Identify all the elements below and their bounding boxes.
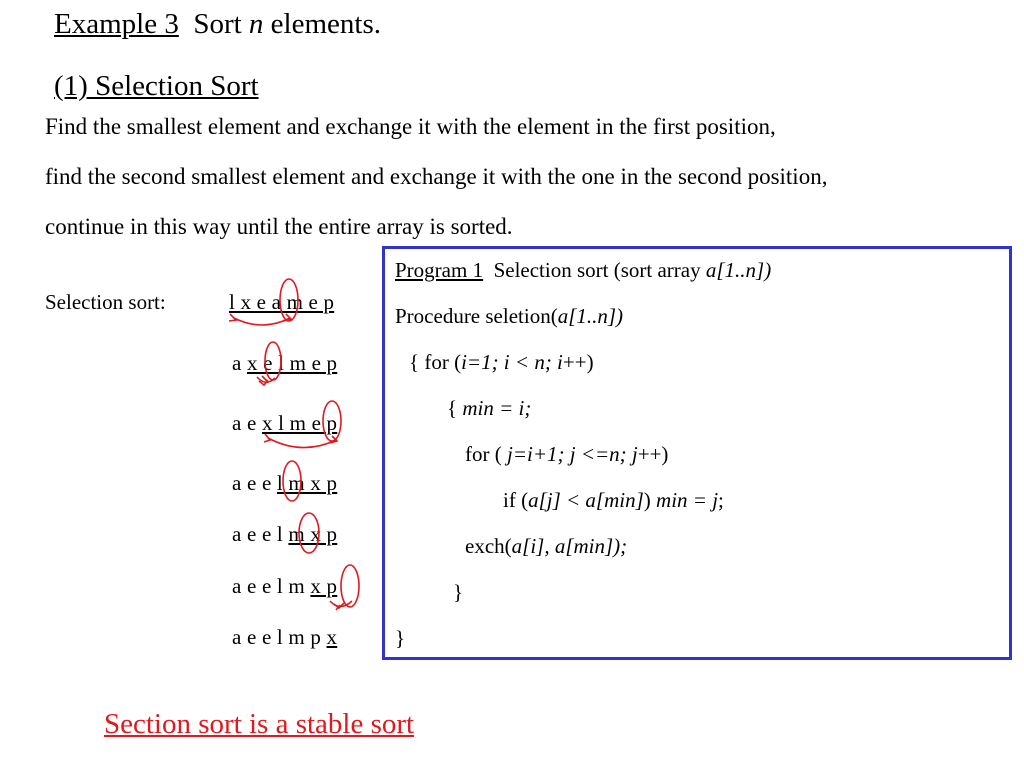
program-title-array: a[1..n]) [705, 258, 772, 282]
for-inner-line [465, 442, 668, 467]
trace-row-2-unsorted: x e l m e p [246, 351, 338, 375]
trace-row-6-sorted: a e e l m [232, 574, 305, 598]
if-open: if ( [503, 488, 529, 512]
for-inner-close: ++) [637, 442, 669, 466]
program-label: Program 1 [395, 258, 484, 282]
trace-row-3-unsorted: x l m e p [261, 411, 338, 435]
procedure-param: a[1..n]) [557, 304, 624, 328]
description-line-3: continue in this way until the entire array is sorted. [45, 214, 513, 239]
trace-row-3-sorted: a e [232, 411, 257, 435]
stable-sort-note: Section sort is a stable sort [104, 708, 415, 740]
trace-row-7-unsorted: x [326, 625, 338, 649]
swap-arrowhead-row-1 [229, 314, 291, 321]
n-variable: n [248, 8, 264, 40]
exch-text: exch( [465, 534, 512, 558]
swap-arrow-row-2 [257, 377, 275, 382]
swap-arrow-row-3 [268, 438, 336, 448]
for-outer-open: { for ( [409, 350, 462, 374]
trace-row-2-sorted: a [232, 351, 242, 375]
for-inner-expr: j=i+1; j <=n; j [506, 442, 638, 466]
swap-arrow-row-6 [330, 601, 352, 607]
exch-line [465, 534, 627, 559]
trace-row-5-unsorted: m x p [288, 522, 338, 546]
swap-arrowhead-row-2 [259, 376, 268, 385]
swap-arrowhead-row-6 [334, 603, 344, 610]
trace-row-4 [232, 471, 337, 496]
for-outer-line [409, 350, 594, 375]
trace-label: Selection sort: [45, 290, 166, 314]
trace-row-4-unsorted: l m x p [276, 471, 338, 495]
min-open-brace: { [447, 396, 458, 420]
inner-close-brace: } [453, 580, 464, 604]
trace-row-5-sorted: a e e l [232, 522, 283, 546]
min-line [447, 396, 531, 421]
trace-row-5 [232, 522, 337, 547]
trace-row-6 [232, 574, 337, 599]
if-condition: a[j] < a[min] [528, 488, 644, 512]
for-outer-close: ++) [562, 350, 594, 374]
circle-mark-row-6 [341, 565, 359, 607]
for-inner-open: for ( [465, 442, 502, 466]
program-title-text: Selection sort (sort array [493, 258, 701, 282]
description-line-2: find the second smallest element and exchange it with the one in the second position, [45, 164, 828, 189]
page-title [54, 8, 381, 41]
description-line-1: Find the smallest element and exchange it with the element in the first position, [45, 114, 776, 139]
trace-row-3 [232, 411, 337, 436]
trace-row-7-sorted: a e e l m p [232, 625, 322, 649]
procedure-line [395, 304, 623, 329]
trace-row-7 [232, 625, 337, 650]
sort-word: Sort [193, 8, 242, 40]
min-expr: min = i; [462, 396, 532, 420]
example-label: Example 3 [54, 8, 179, 40]
trace-row-6-unsorted: x p [310, 574, 338, 598]
outer-close-brace: } [395, 626, 406, 650]
exch-args: a[i], a[min]); [511, 534, 628, 558]
if-close: ) [643, 488, 651, 512]
section-subheading: (1) Selection Sort [54, 70, 259, 102]
procedure-text: Procedure seletion( [395, 304, 558, 328]
if-semicolon: ; [718, 488, 724, 512]
program-title [395, 258, 771, 283]
trace-row-1-unsorted: l x e a m e p [229, 290, 335, 314]
trace-row-2 [232, 351, 337, 376]
elements-word: elements. [270, 8, 381, 40]
trace-row-4-sorted: a e e [232, 471, 272, 495]
for-outer-expr: i=1; i < n; i [461, 350, 563, 374]
swap-arrow-row-1 [234, 318, 290, 325]
trace-row-1 [229, 290, 334, 315]
if-assign: min = j [656, 488, 719, 512]
if-line [503, 488, 724, 513]
